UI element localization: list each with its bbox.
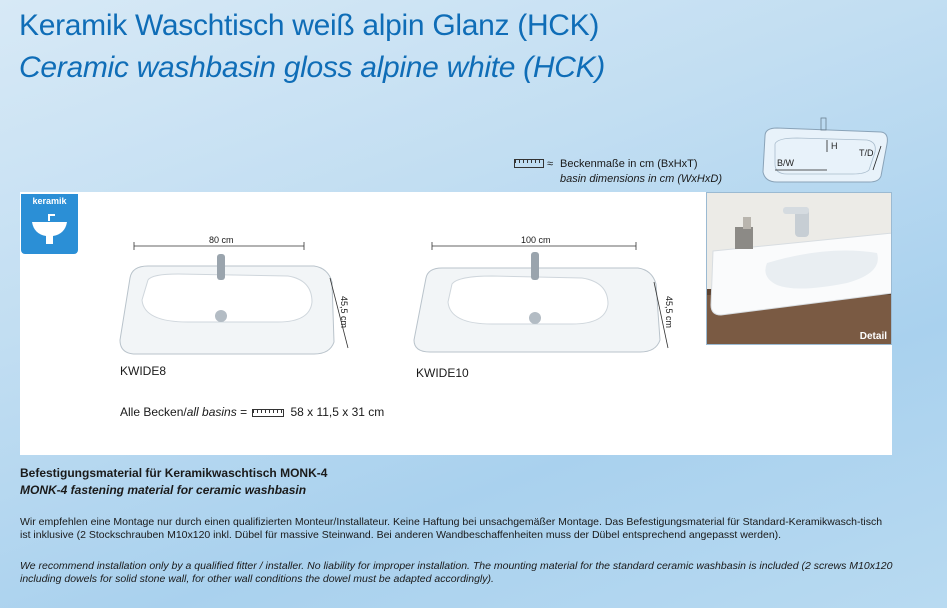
section-title-german: Befestigungsmaterial für Keramikwaschtisch MONK-4 — [20, 466, 328, 480]
ruler-icon — [514, 159, 544, 168]
section-text-german: Wir empfehlen eine Montage nur durch einen qualifizierten Monteur/Installateur. Keine Haftung bei unsachgemäßer Montage. Das Befestigungsmaterial für Standard-Keramikwasch-tisch ist inklusive (2 Stockschrauben M10x120 inkl. Dübel für massive Steinwand. Bei anderen Wandbeschaffenheiten muss der Dübel entsprechend angepasst werden). — [20, 516, 883, 541]
kwide10-model: KWIDE10 — [416, 366, 469, 380]
h-label: H — [831, 141, 838, 151]
all-basins-de: Alle Becken/ — [120, 405, 187, 419]
basin-dimension-diagram — [757, 116, 892, 190]
kwide10-depth: 45,5 cm — [664, 296, 674, 329]
ruler-icon-small — [252, 409, 284, 417]
all-basins-dims: 58 x 11,5 x 31 cm — [290, 405, 385, 419]
legend-german: Beckenmaße in cm (BxHxT) — [560, 158, 698, 170]
badge-label: keramik — [32, 196, 67, 206]
washbasin-icon — [29, 208, 70, 250]
detail-label: Detail — [859, 331, 887, 342]
detail-photo-image — [707, 193, 892, 345]
kwide8-depth: 45,5 cm — [339, 296, 349, 329]
kwide8-model: KWIDE8 — [120, 364, 167, 378]
keramik-badge — [21, 194, 78, 254]
title-german: Keramik Waschtisch weiß alpin Glanz (HCK) — [19, 9, 600, 42]
td-label: T/D — [859, 148, 874, 158]
detail-photo — [706, 192, 892, 345]
approx-symbol: ≈ — [547, 158, 554, 170]
all-basins-equals: = — [240, 405, 248, 419]
legend-english: basin dimensions in cm (WxHxD) — [560, 173, 722, 185]
section-title-english: MONK-4 fastening material for ceramic washbasin — [20, 483, 307, 497]
kwide10-width: 100 cm — [521, 235, 551, 245]
all-basins-en: all basins — [186, 405, 237, 419]
product-panel-right — [706, 345, 892, 455]
kwide8-drawing — [118, 236, 358, 356]
kwide10-drawing — [412, 236, 692, 356]
section-text-english: We recommend installation only by a qualified fitter / installer. No liability for improper installation. The mounting material for the standard ceramic washbasin is included (2 screws M10x120 including dowels for solid stone wall, for other wall conditions the dowel must be adapted accordingly). — [20, 560, 893, 585]
bw-label: B/W — [777, 158, 794, 168]
title-english: Ceramic washbasin gloss alpine white (HCK) — [19, 51, 605, 84]
kwide8-width: 80 cm — [209, 235, 234, 245]
all-basins-dimensions — [120, 405, 384, 419]
